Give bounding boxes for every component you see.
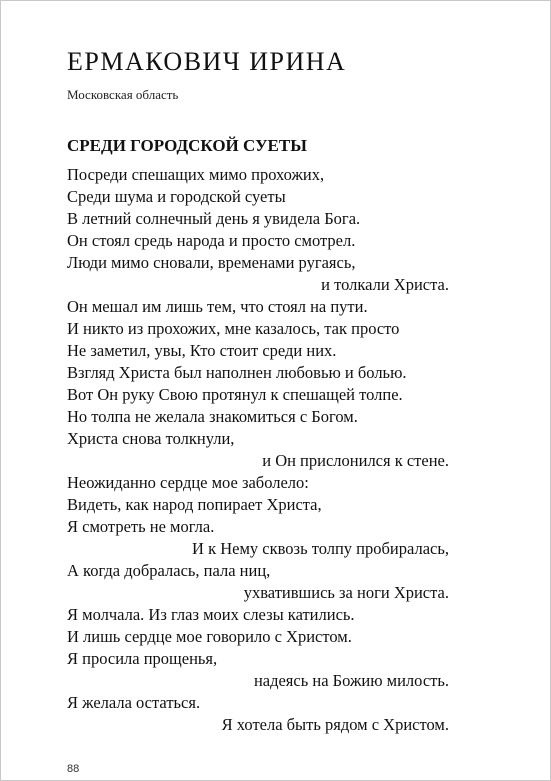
poem-line: Видеть, как народ попирает Христа, [67, 495, 322, 514]
poem-line: Посреди спешащих мимо прохожих, [67, 165, 325, 184]
poem-line: Люди мимо сновали, временами ругаясь, [67, 253, 356, 272]
poem-line: Я просила прощенья, [67, 649, 218, 668]
poem-line: и Он прислонился к стене. [262, 451, 449, 470]
poem-line: И лишь сердце мое говорило с Христом. [67, 627, 352, 646]
poem-line: Христа снова толкнули, [67, 429, 235, 448]
poem-line: Не заметил, увы, Кто стоит среди них. [67, 341, 337, 360]
poem-line: Я молчала. Из глаз моих слезы катились. [67, 605, 355, 624]
poem-line: и толкали Христа. [321, 275, 449, 294]
poem-line: Я хотела быть рядом с Христом. [221, 715, 449, 734]
poem-line: Среди шума и городской суеты [67, 187, 286, 206]
poem-line: Я смотреть не могла. [67, 517, 215, 536]
poem-line: Неожиданно сердце мое заболело: [67, 473, 309, 492]
poem-line: В летний солнечный день я увидела Бога. [67, 209, 361, 228]
poem-line: И никто из прохожих, мне казалось, так просто [67, 319, 400, 338]
poem-line: И к Нему сквозь толпу пробиралась, [192, 539, 449, 558]
author-name: ЕРМАКОВИЧ ИРИНА [67, 47, 347, 76]
poem-line: ухватившись за ноги Христа. [243, 583, 449, 602]
page-number: 88 [67, 763, 80, 775]
poem-line: А когда добралась, пала ниц, [67, 561, 271, 580]
author-region: Московская область [67, 87, 179, 102]
poem-title: СРЕДИ ГОРОДСКОЙ СУЕТЫ [67, 136, 307, 155]
poem-body [67, 164, 449, 736]
poem-line: Но толпа не желала знакомиться с Богом. [67, 407, 358, 426]
poem-line: надеясь на Божию милость. [253, 671, 449, 690]
poem-line: Он стоял средь народа и просто смотрел. [67, 231, 356, 250]
poem-line: Взгляд Христа был наполнен любовью и болью. [67, 363, 407, 382]
poem-line: Вот Он руку Свою протянул к спешащей толпе. [67, 385, 403, 404]
poem-line: Я желала остаться. [67, 693, 201, 712]
poem-line: Он мешал им лишь тем, что стоял на пути. [67, 297, 368, 316]
